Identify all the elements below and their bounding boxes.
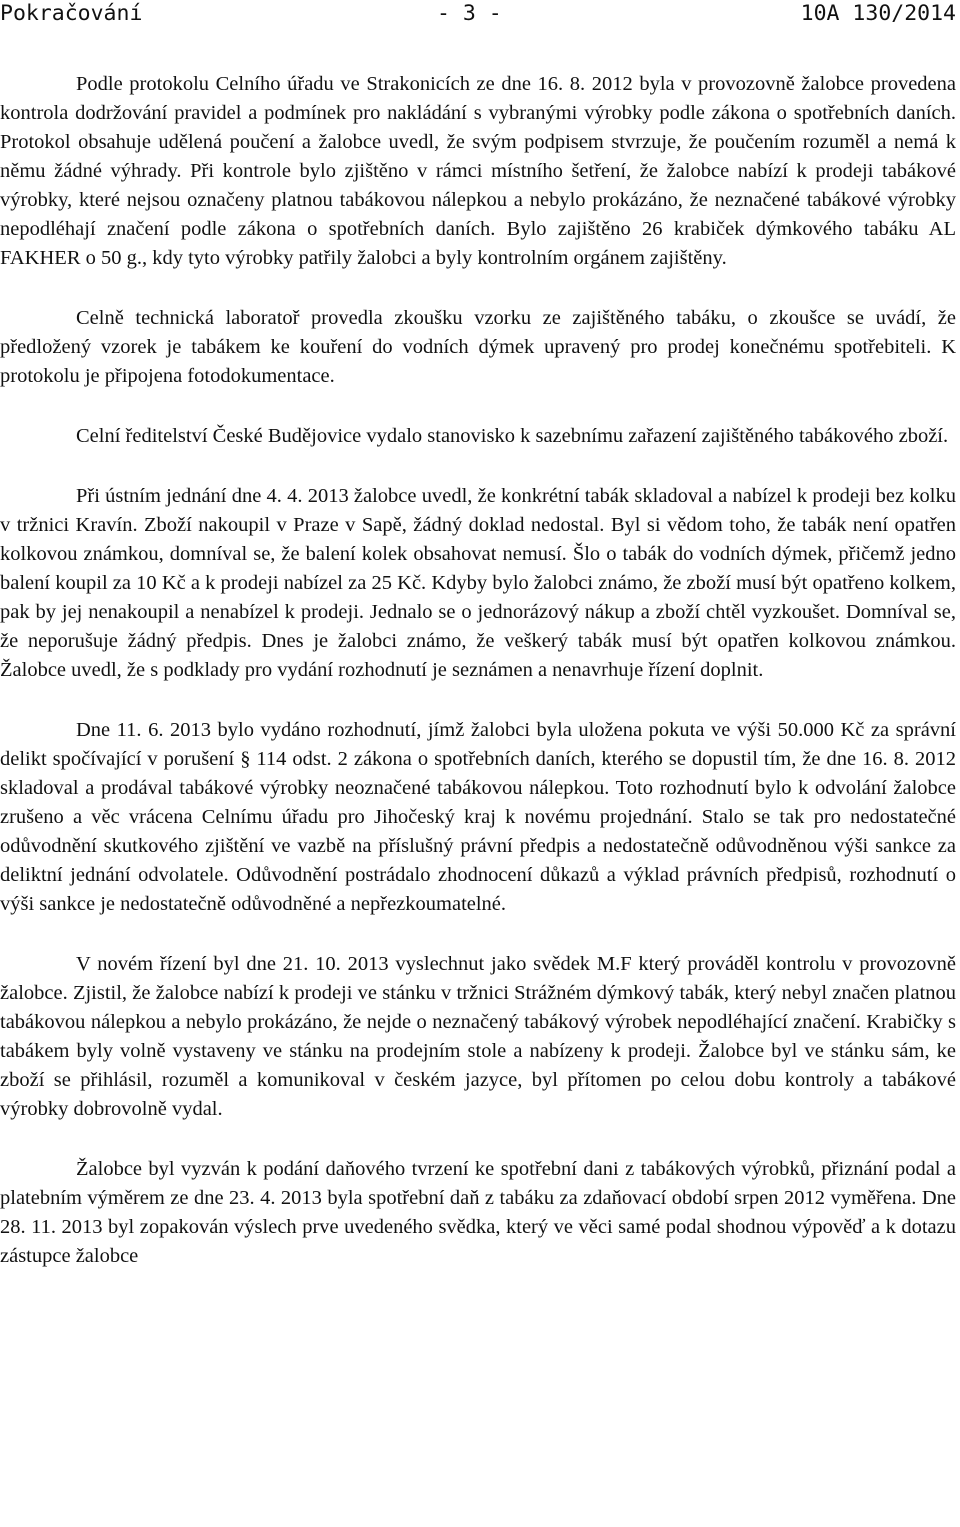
paragraph-oral-hearing: Při ústním jednání dne 4. 4. 2013 žalobce uvedl, že konkrétní tabák skladoval a nabízel k prodeji bez kolku v tržnici Kravín. Zboží nakoupil v Praze v Sapě, žádný doklad nedostal. Byl si vědom toho, že tabák není opatřen kolkovou známkou, domníval se, že balení kolek obsahovat nemusí. Šlo o tabák do vodních dýmek, přičemž jedno balení koupil za 10 Kč a k prodeji nabízel za 25 Kč. Kdyby bylo žalobci známo, že zboží musí být opatřeno kolkem, pak by jej nenakoupil a nenabízel k prodeji. Jednalo se o jednorázový nákup a zboží chtěl vyzkoušet. Domníval se, že neporušuje žádný předpis. Dnes je žalobci známo, že veškerý tabák musí být opatřen kolkovou známkou. Žalobce uvedl, že s podklady pro vydání rozhodnutí je seznámen a nenavrhuje řízení doplnit. xyxy=(0,485,956,681)
paragraph-decision: Dne 11. 6. 2013 bylo vydáno rozhodnutí, jímž žalobci byla uložena pokuta ve výši 50.000 Kč za správní delikt spočívající v porušení § 114 odst. 2 zákona o spotřebních daních, kterého se dopustil tím, že dne 16. 8. 2012 skladoval a prodával tabákové výrobky neoznačené tabákovou nálepkou. Toto rozhodnutí bylo k odvolání žalobce zrušeno a věc vrácena Celnímu úřadu pro Jihočeský kraj k novému projednání. Stalo se tak pro nedostatečné odůvodnění skutkového zjištění ve vazbě na příslušný právní předpis a nedostatečně odůvodněnou výši sankce za deliktní jednání odvolatele. Odůvodnění postrádalo zhodnocení důkazů a výklad právních předpisů, rozhodnutí o výši sankce je nedostatečně odůvodněné a nepřezkoumatelné. xyxy=(0,719,956,915)
paragraph-laboratory-test: Celně technická laboratoř provedla zkoušku vzorku ze zajištěného tabáku, o zkoušce se uvádí, že předložený vzorek je tabákem ke kouření do vodních dýmek upravený pro prodej konečnému spotřebiteli. K protokolu je připojena fotodokumentace. xyxy=(0,307,956,387)
header-case-number: 10A 130/2014 xyxy=(800,1,956,26)
paragraph-new-proceedings: V novém řízení byl dne 21. 10. 2013 vyslechnut jako svědek M.F který prováděl kontrolu v provozovně žalobce. Zjistil, že žalobce nabízí k prodeji ve stánku v tržnici Strážném dýmkový tabák, který nebyl značen platnou tabákovou nálepkou a nebylo prokázáno, že nejde o neznačený tabákový výrobek nepodléhající značení. Krabičky s tabákem byly volně vystaveny ve stánku na prodejním stole a nabízeny k prodeji. Žalobce byl ve stánku sám, ke zboží se přihlásil, rozuměl a komunikoval v českém jazyce, byl přítomen po celou dobu kontroly a tabákové výrobky dobrovolně vydal. xyxy=(0,953,956,1120)
header-continuation-label: Pokračování xyxy=(0,1,143,26)
paragraph-customs-directorate: Celní ředitelství České Budějovice vydalo stanovisko k sazebnímu zařazení zajištěného tabákového zboží. xyxy=(76,425,949,447)
paragraph-customs-protocol: Podle protokolu Celního úřadu ve Strakonicích ze dne 16. 8. 2012 byla v provozovně žalobce provedena kontrola dodržování pravidel a podmínek pro nakládání s vybranými výrobky podle zákona o spotřebních daních. Protokol obsahuje udělená poučení a žalobce uvedl, že svým podpisem stvrzuje, že poučením rozuměl a nemá k němu žádné výhrady. Při kontrole bylo zjištěno v rámci místního šetření, že žalobce nabízí k prodeji tabákové výrobky, které nejsou označeny platnou tabákovou nálepkou a nebylo prokázáno, že neznačené tabákové výrobky nepodléhají značení podle zákona o spotřebních daních. Bylo zajištěno 26 krabiček dýmkového tabáku AL FAKHER o 50 g., kdy tyto výrobky patřily žalobci a byly kontrolním orgánem zajištěny. xyxy=(0,73,956,269)
paragraph-tax-return: Žalobce byl vyzván k podání daňového tvrzení ke spotřební dani z tabákových výrobků, přiznání podal a platebním výměrem ze dne 23. 4. 2013 byla spotřební daň z tabáku za zdaňovací období srpen 2012 vyměřena. Dne 28. 11. 2013 byl zopakován výslech prve uvedeného svědka, který ve věci samé podal shodnou výpověď a k dotazu zástupce žalobce xyxy=(0,1158,956,1267)
header-page-number: - 3 - xyxy=(437,1,502,26)
page-header xyxy=(0,0,960,30)
document-body xyxy=(0,70,956,1302)
